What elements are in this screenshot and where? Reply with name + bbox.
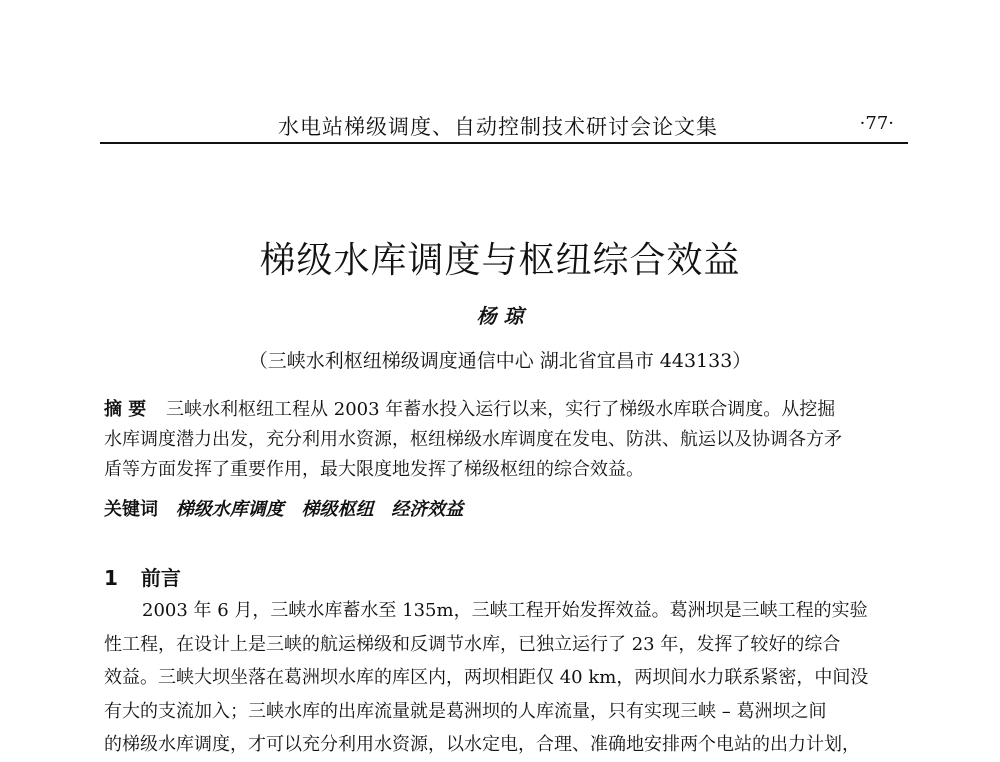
proceedings-title: 水电站梯级调度、自动控制技术研讨会论文集	[278, 115, 718, 139]
abstract-line: 水库调度潜力出发，充分利用水资源，枢纽梯级水库调度在发电、防洪、航运以及协调各方矛	[104, 429, 842, 450]
keyword: 梯级枢纽	[301, 499, 374, 520]
section-title: 前言	[140, 566, 181, 590]
keyword: 经济效益	[391, 499, 464, 520]
keyword: 梯级水库调度	[175, 499, 284, 520]
body-line: 效益。三峡大坝坐落在葛洲坝水库的库区内，两坝相距仅 40 km，两坝间水力联系紧密，中间没	[104, 667, 869, 688]
author-affiliation: （三峡水利枢纽梯级调度通信中心 湖北省宜昌市 443133）	[248, 350, 752, 372]
abstract-line	[104, 395, 914, 425]
author-name: 杨 琼	[476, 304, 524, 328]
body-line: 性工程，在设计上是三峡的航运梯级和反调节水库，已独立运行了 23 年，发挥了较好的综合	[104, 633, 841, 655]
running-header	[100, 107, 908, 143]
body-line: 有大的支流加入；三峡水库的出库流量就是葛洲坝的人库流量，只有实现三峡 – 葛洲坝之间	[104, 700, 827, 722]
section-number: 1	[104, 566, 118, 590]
abstract-line: 盾等方面发挥了重要作用，最大限度地发挥了梯级枢纽的综合效益。	[104, 459, 644, 480]
section-body	[104, 594, 914, 762]
article-title: 梯级水库调度与枢纽综合效益	[259, 240, 741, 281]
abstract	[104, 395, 914, 485]
body-line: 的梯级水库调度，才可以充分利用水资源，以水定电，合理、准确地安排两个电站的出力计划，	[104, 734, 860, 755]
abstract-label: 摘 要	[104, 399, 147, 420]
page-number: ·77·	[859, 113, 894, 134]
section-heading	[104, 562, 181, 591]
keywords	[104, 495, 914, 521]
header-rule	[100, 142, 908, 144]
body-line: 2003 年 6 月，三峡水库蓄水至 135m，三峡工程开始发挥效益。葛洲坝是三峡工程的实验	[142, 600, 868, 621]
keywords-label: 关键词	[104, 499, 158, 520]
abstract-text: 三峡水利枢纽工程从 2003 年蓄水投入运行以来，实行了梯级水库联合调度。从挖掘	[166, 399, 836, 420]
